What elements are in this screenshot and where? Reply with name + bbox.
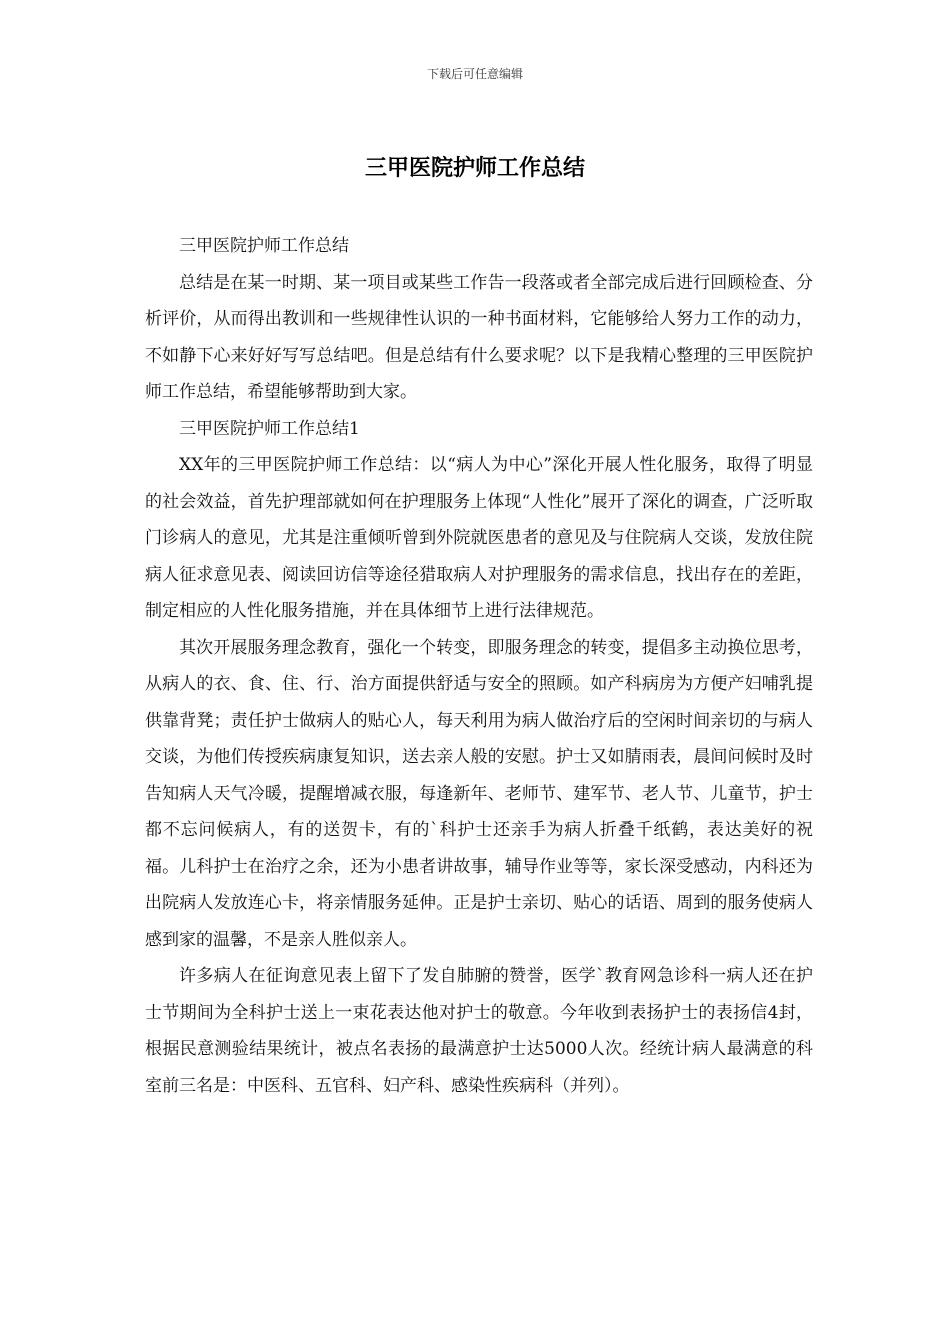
- paragraph-section-heading: 三甲医院护师工作总结1: [179, 418, 360, 439]
- paragraph-service-concept: 其次开展服务理念教育，强化一个转变，即服务理念的转变，提倡多主动换位思考，从病人的衣、食、住、行、治方面提供舒适与安全的照顾。如产科病房为方便产妇哺乳提供靠背凳；责任护士做病人的贴心人，每天利用为病人做治疗后的空闲时间亲切的与病人交谈，为他们传授疾病康复知识，送去亲人般的安慰。护士又如腈雨表，晨间问候时及时告知病人天气冷暖，提醒增减衣服，每逢新年、老师节、建军节、老人节、儿童节，护士都不忘问候病人，有的送贺卡，有的`科护士还亲手为病人折叠千纸鹤，表达美好的祝福。儿科护士在治疗之余，还为小患者讲故事，辅导作业等等，家长深受感动，内科还为出院病人发放连心卡，将亲情服务延伸。正是护士亲切、贴心的话语、周到的服务使病人感到家的温馨，不是亲人胜似亲人。: [145, 637, 813, 950]
- paragraph-intro: 总结是在某一时期、某一项目或某些工作告一段落或者全部完成后进行回顾检查、分析评价，从而得出教训和一些规律性认识的一种书面材料，它能够给人努力工作的动力，不如静下心来好好写写总结吧。但是总结有什么要求呢？以下是我精心整理的三甲医院护师工作总结，希望能够帮助到大家。: [145, 272, 813, 402]
- header-note: 下载后可任意编辑: [426, 67, 523, 81]
- paragraph-patient-praise: 许多病人在征询意见表上留下了发自肺腑的赞誉，医学`教育网急诊科一病人还在护士节期间为全科护士送上一束花表达他对护士的敬意。今年收到表扬护士的表扬信4封，根据民意测验结果统计，被点名表扬的最满意护士达5000人次。经统计病人最满意的科室前三名是：中医科、五官科、妇产科、感染性疾病科（并列）。: [145, 966, 813, 1096]
- paragraph-subtitle: 三甲医院护师工作总结: [179, 236, 349, 256]
- document-title: 三甲医院护师工作总结: [364, 155, 585, 181]
- document-body: [145, 228, 813, 1104]
- paragraph-humanized-service: XX年的三甲医院护师工作总结：以“病人为中心”深化开展人性化服务，取得了明显的社会效益，首先护理部就如何在护理服务上体现“人性化”展开了深化的调查，广泛听取门诊病人的意见，尤其是注重倾听曾到外院就医患者的意见及与住院病人交谈，发放住院病人征求意见表、阅读回访信等途径猎取病人对护理服务的需求信息，找出存在的差距，制定相应的人性化服务措施，并在具体细节上进行法律规范。: [145, 455, 813, 621]
